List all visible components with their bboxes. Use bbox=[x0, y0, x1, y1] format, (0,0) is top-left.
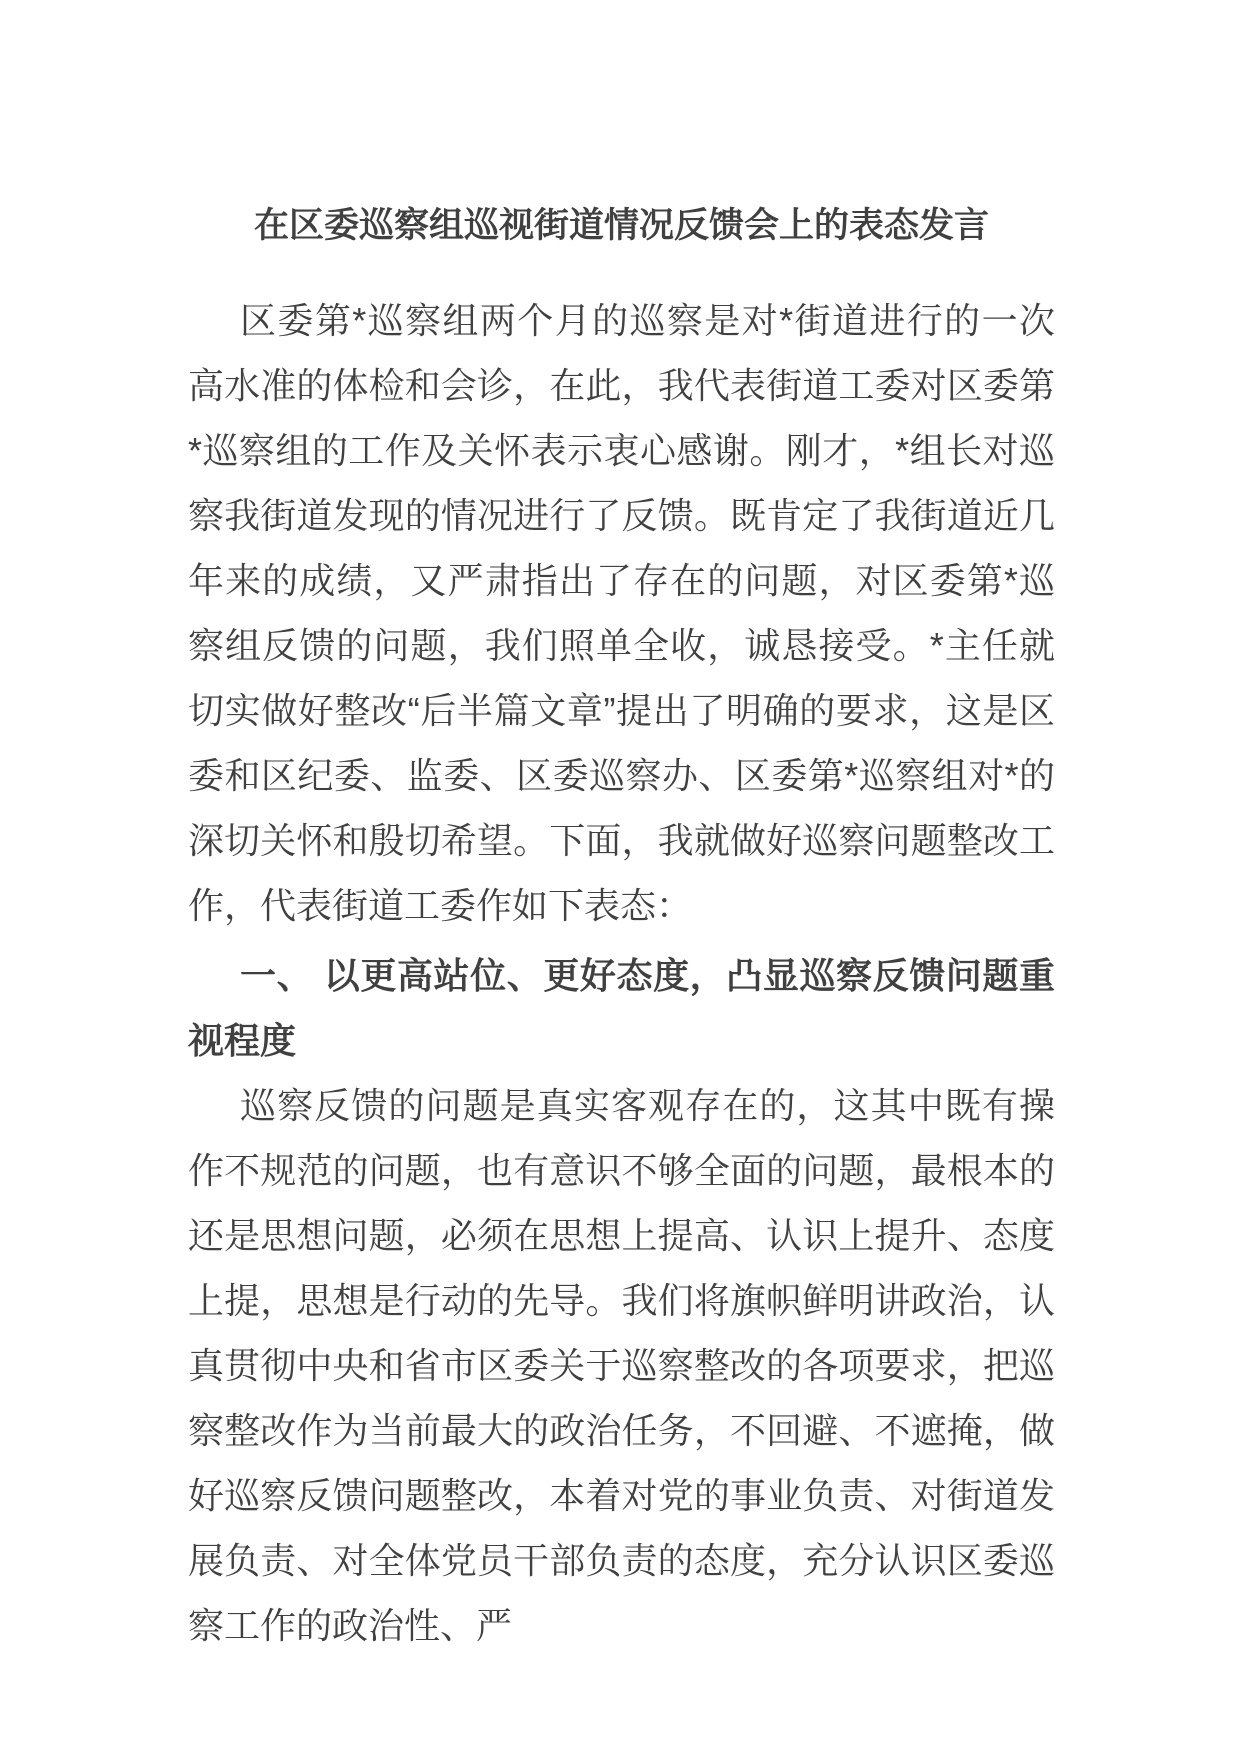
document-title: 在区委巡察组巡视街道情况反馈会上的表态发言 bbox=[253, 206, 989, 245]
paragraph-intro: 区委第*巡察组两个月的巡察是对*街道进行的一次高水准的体检和会诊，在此，我代表街道工委对区委第*巡察组的工作及关怀表示衷心感谢。刚才，*组长对巡察我街道发现的情况进行了反馈。既肯定了我街道近几年来的成绩，又严肃指出了存在的问题，对区委第*巡察组反馈的问题，我们照单全收，诚恳接受。*主任就切实做好整改“后半篇文章”提出了明确的要求，这是区委和区纪委、监委、区委巡察办、区委第*巡察组对*的深切关怀和殷切希望。下面，我就做好巡察问题整改工作，代表街道工委作如下表态： bbox=[188, 300, 1055, 926]
paragraph-section-1-body: 巡察反馈的问题是真实客观存在的，这其中既有操作不规范的问题，也有意识不够全面的问题，最根本的还是思想问题，必须在思想上提高、认识上提升、态度上提，思想是行动的先导。我们将旗帜鲜明讲政治，认真贯彻中央和省市区委关于巡察整改的各项要求，把巡察整改作为当前最大的政治任务，不回避、不遮掩，做好巡察反馈问题整改，本着对党的事业负责、对街道发展负责、对全体党员干部负责的态度，充分认识区委巡察工作的政治性、严 bbox=[188, 1085, 1055, 1646]
section-heading-1: 一、 以更高站位、更好态度，凸显巡察反馈问题重视程度 bbox=[188, 955, 1055, 1061]
document-content bbox=[188, 193, 1055, 1658]
